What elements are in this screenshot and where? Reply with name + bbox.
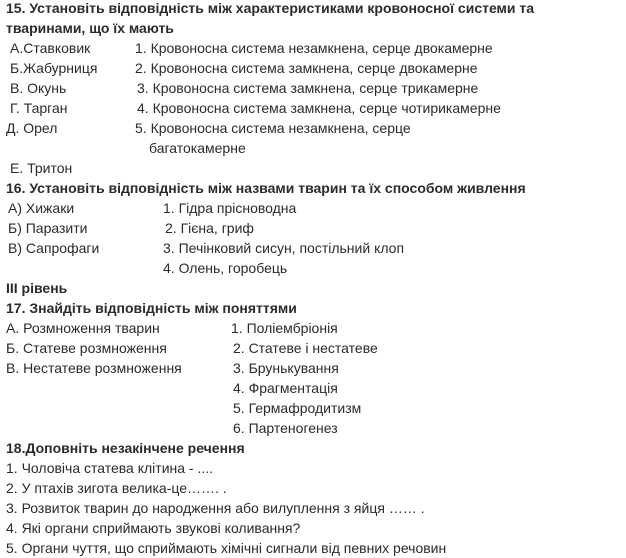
q17-option-v: В. Нестатеве розмноження <box>6 360 182 376</box>
q17-option-b: Б. Статеве розмноження <box>6 340 167 356</box>
q16-answer-1: 1. Гідра прісноводна <box>163 200 297 216</box>
q16-answer-3: 3. Печінковий сисун, постільний клоп <box>163 240 405 256</box>
q18-item-2: 2. У птахів зигота велика-це……. . <box>6 480 227 496</box>
q17-answer-4: 4. Фрагментація <box>233 380 338 396</box>
q18-item-1: 1. Чоловіча статева клітина - .... <box>6 460 214 476</box>
q15-option-g: Г. Тарган <box>10 100 68 116</box>
q16-answer-4: 4. Олень, горобець <box>163 260 288 276</box>
q17-answer-2: 2. Статеве і нестатеве <box>233 340 378 356</box>
q15-answer-3: 3. Кровоносна система замкнена, серце трикамерне <box>137 80 479 96</box>
q17-title: 17. Знайдіть відповідність між поняттями <box>6 300 297 316</box>
q15-title-line1: 15. Установіть відповідність між характеристиками кровоносної системи та <box>6 0 535 16</box>
q18-item-5: 5. Органи чуття, що сприймають хімічні сигнали від певних речовин <box>6 540 447 556</box>
q15-answer-2: 2. Кровоносна система замкнена, серце двокамерне <box>135 60 478 76</box>
q15-option-d: Д. Орел <box>6 120 58 136</box>
q17-answer-6: 6. Партеногенез <box>233 420 338 436</box>
q15-answer-4: 4. Кровоносна система замкнена, серце чотирикамерне <box>137 100 501 116</box>
q15-answer-1: 1. Кровоносна система незамкнена, серце двокамерне <box>135 40 493 56</box>
q18-title: 18.Доповніть незакінчене речення <box>6 440 245 456</box>
q17-answer-3: 3. Брунькування <box>233 360 339 376</box>
q16-title: 16. Установіть відповідність між назвами тварин та їх способом живлення <box>6 180 526 196</box>
q15-option-e: Е. Тритон <box>10 160 73 176</box>
q17-answer-5: 5. Гермафродитизм <box>233 400 362 416</box>
q15-title-line2: тваринами, що їх мають <box>6 20 174 36</box>
level-heading: ІІІ рівень <box>6 280 68 296</box>
q16-option-v: В) Сапрофаги <box>8 240 100 256</box>
q18-item-3: 3. Розвиток тварин до народження або вилуплення з яйця …… . <box>6 500 425 516</box>
q15-option-v: В. Окунь <box>10 80 67 96</box>
q16-option-b: Б) Паразити <box>8 220 88 236</box>
q15-answer-5: 5. Кровоносна система незамкнена, серце <box>135 120 411 136</box>
q16-answer-2: 2. Гієна, гриф <box>165 220 254 236</box>
q17-option-a: А. Розмноження тварин <box>6 320 160 336</box>
q15-answer-5-cont: багатокамерне <box>149 140 246 156</box>
q15-option-b: Б.Жабурниця <box>10 60 98 76</box>
q15-option-a: А.Ставковик <box>10 40 91 56</box>
q17-answer-1: 1. Поліембріонія <box>231 320 338 336</box>
q18-item-4: 4. Які органи сприймають звукові коливання? <box>6 520 301 536</box>
q16-option-a: А) Хижаки <box>8 200 75 216</box>
